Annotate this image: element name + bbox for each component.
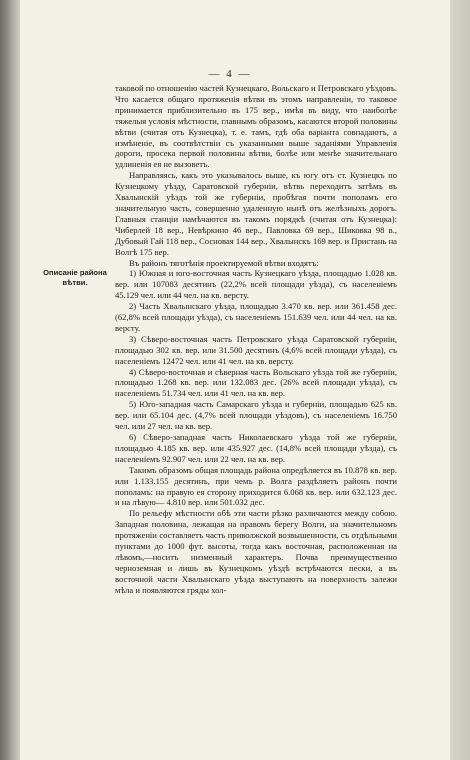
list-item: 3) Сѣверо-восточная часть Петровскаго уѣзда Саратовской губерніи, площадью 302 кв. вер. или 31.500 десятинъ (4,6% всей площади уѣзда), съ населеніемъ 12472 чел. или 41 чел. на кв. версту.	[115, 333, 397, 366]
paragraph: Направляясь, какъ это указывалось выше, къ югу отъ ст. Кузнецкъ по Кузнецкому уѣзду, Саратовской губерніи, вѣтвь переходитъ затѣмъ въ Хвалынскій уѣздъ той же губерніи, пробѣгая почти пополамъ его значительную часть, совершенно удаленную нынѣ отъ желѣзныхъ дорогъ. Главныя станціи намѣчаются въ такомъ порядкѣ (считая отъ Кузнецка): Чиберлей 18 вер., Невѣркино 46 вер., Павловка 69 вер., Шиковка 98 в., Дубовый Гай 118 вер., Сосновая 144 вер., Хвалынскъ 169 вер. и Пристань на Волгѣ 175 вер.	[115, 170, 397, 257]
page-number: — 4 —	[208, 68, 252, 80]
list-item: 5) Юго-западная часть Самарскаго уѣзда и губерніи, площадью 625 кв. вер. или 65.104 дес. (4,7% всей площади уѣздовъ), съ населеніемъ 16.750 чел. или 27 чел. на кв. вер.	[115, 399, 397, 432]
paragraph: Въ районъ тяготѣнія проектируемой вѣтви входятъ:	[129, 257, 319, 268]
margin-note: Описаніе района вѣтви.	[43, 268, 107, 287]
paragraph: По рельефу мѣстности обѣ эти части рѣзко различаются между собою. Западная половина, лежащая на правомъ берегу Волги, на значительномъ протяженіи составляетъ часть приволжской возвышенности, съ отдѣльными пунктами до 1000 фут. высоты, тогда какъ восточная, расположенная на лѣвомъ,—носитъ низменный характеръ. Почва преимущественно черноземная и лишь въ Кузнецкомъ уѣздѣ встрѣчаются пески, а въ восточной части Хвалынскаго уѣзда выступаютъ на поверхность залежи мѣла и появляются гряды хол-	[115, 508, 397, 595]
page-edge	[450, 0, 470, 760]
book-binding	[0, 0, 20, 760]
list-item: 4) Сѣверо-восточная и сѣверная часть Вольскаго уѣзда той же губерніи, площадью 1.268 кв. вер. или 132.083 дес. (26% всей площади уѣзда), съ населеніемъ 51.734 чел. или 41 чел. на кв. вер.	[115, 366, 397, 399]
paragraph: Такимъ образомъ общая площадь района опредѣляется въ 10.878 кв. вер. или 1.133.155 десятинъ, при чемъ р. Волга раздѣляетъ районъ почти пополамъ: на правую ея сторону приходится 6.068 кв. вер. или 632.123 дес. и на лѣвую— 4.810 вер. или 501.032 дес.	[115, 464, 397, 508]
list-item: 6) Сѣверо-западная часть Николаевскаго уѣзда той же губерніи, площадью 4.185 кв. вер. или 435.927 дес. (14,8% всей площади уѣзда), съ населеніемъ 92.907 чел. или 22 чел. на кв. вер.	[115, 432, 397, 464]
body-text	[115, 83, 397, 596]
list-item: 1) Южная и юго-восточная часть Кузнецкаго уѣзда, площадью 1.028 кв. вер. или 107083 десятинъ (22,2% всей площади уѣзда), съ населеніемъ 45.129 чел. или 44 чел. на кв. версту.	[115, 268, 397, 301]
list-item: 2) Часть Хвалынскаго уѣзда, площадью 3.470 кв. вер. или 361.458 дес. (62,8% всей площади уѣзда), съ населеніемъ 151.639 чел. или 44 чел. на кв. версту.	[115, 301, 397, 333]
paragraph: таковой по отношенію частей Кузнецкаго, Вольскаго и Петровскаго уѣздовъ. Что касается общаго протяженія вѣтви въ этомъ направленіи, то таковое принимается приблизительно въ 175 вер., имѣя въ виду, что наиболѣе тяжелыя условія мѣстности, главнымъ образомъ, касаются второй половины вѣтви (считая отъ Кузнецка), т. е. тамъ, гдѣ оба варіанта совпадаютъ, а измѣненіе, въ соотвѣтствіи съ указанными выше заданіями Управленія дороги, просека первой половины вѣтви, болѣе или менѣе значительнаго удлиненія ея не вызоветъ.	[115, 83, 397, 170]
